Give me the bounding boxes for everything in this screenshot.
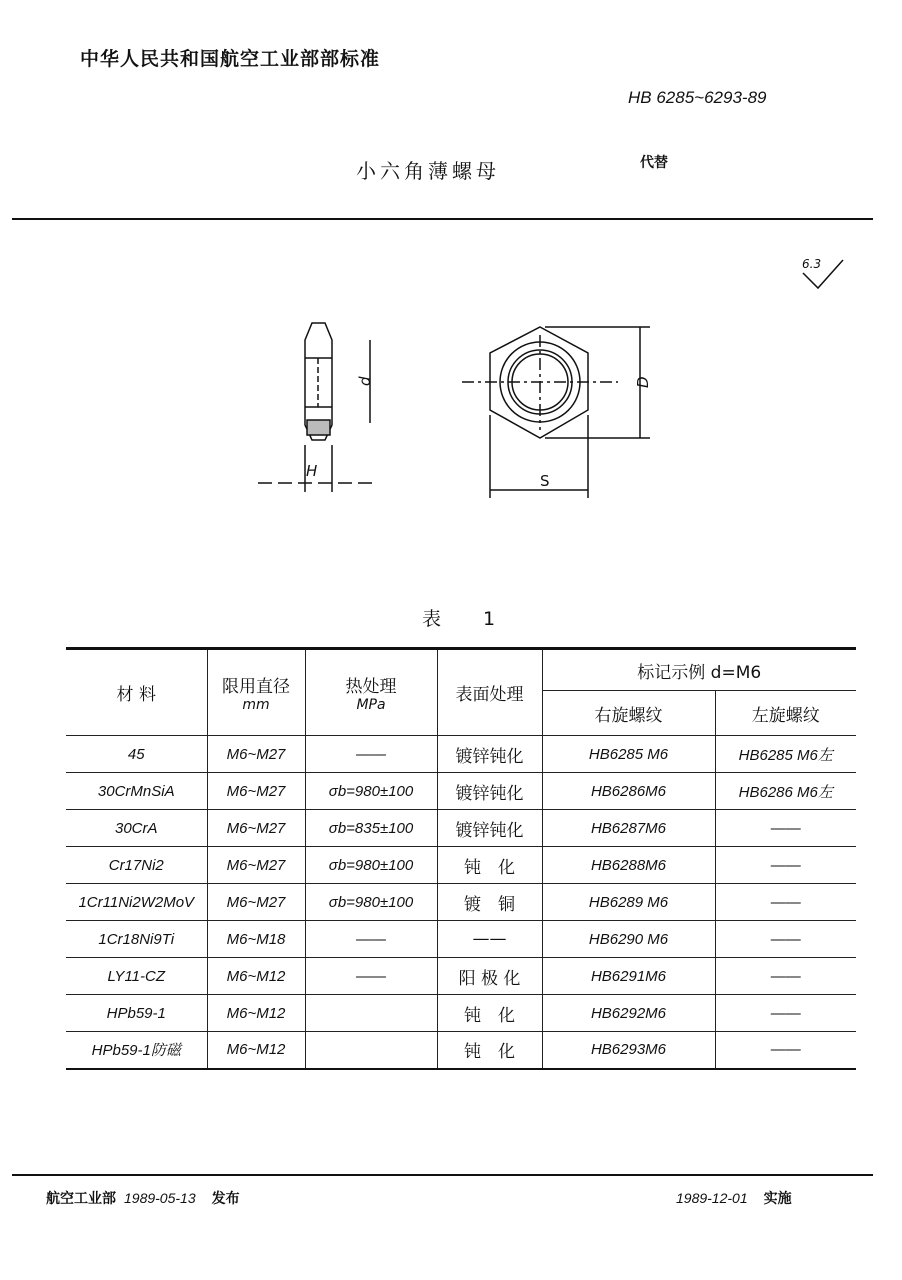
header-marking: 标记示例 d=M6 [542,649,856,691]
issue-date: 1989-05-13 [124,1190,196,1206]
table-cell: Cr17Ni2 [66,847,207,884]
table-cell: σb=980±100 [305,847,437,884]
header-heat-unit: MPa [356,697,386,713]
table-cell: HB6286 M6左 [715,773,856,810]
label-d: d [356,376,374,386]
table-cell: —— [715,884,856,921]
issuing-organization: 中华人民共和国航空工业部部标准 [80,48,381,70]
standard-code: HB 6285~6293-89 [628,88,767,107]
table-row [66,810,856,847]
table-cell: M6~M27 [207,884,305,921]
header-material: 材 料 [66,649,207,736]
table-row [66,847,856,884]
footer-issue [46,1188,240,1208]
table-row [66,1032,856,1069]
table-row [66,736,856,773]
header-surface: 表面处理 [437,649,542,736]
table-row [66,773,856,810]
header-heat-label: 热处理 [345,677,397,697]
table-cell: HB6293M6 [542,1032,715,1069]
table-cell: HPb59-1防磁 [66,1032,207,1069]
material-table [66,647,856,1070]
table-row [66,921,856,958]
table-cell: M6~M12 [207,1032,305,1069]
table-row [66,958,856,995]
table-cell: M6~M27 [207,736,305,773]
table-cell: —— [715,847,856,884]
header-right-thread: 右旋螺纹 [542,691,715,736]
table-cell: 30CrMnSiA [66,773,207,810]
footer-effective [668,1188,792,1208]
table-cell: M6~M27 [207,773,305,810]
table-row [66,995,856,1032]
table-cell: HPb59-1 [66,995,207,1032]
table-cell: M6~M27 [207,847,305,884]
table-cell: —— [715,1032,856,1069]
header-heat [305,649,437,736]
table-cell: HB6290 M6 [542,921,715,958]
table-cell: —— [305,958,437,995]
table-cell: HB6285 M6 [542,736,715,773]
roughness-symbol [802,257,843,288]
header-diameter-unit: mm [242,697,270,713]
table-cell: M6~M12 [207,958,305,995]
roughness-value: 6.3 [802,257,822,271]
table-cell: —— [715,958,856,995]
table-row [66,884,856,921]
header-diameter [207,649,305,736]
issuer: 航空工业部 [46,1191,116,1207]
table-cell: HB6291M6 [542,958,715,995]
table-cell: 钝 化 [437,1032,542,1069]
table-cell: 镀锌钝化 [437,773,542,810]
table-cell: HB6288M6 [542,847,715,884]
table-cell: 镀锌钝化 [437,810,542,847]
table-cell: 钝 化 [437,995,542,1032]
footer-divider [12,1174,873,1176]
label-H: H [306,462,318,480]
table-cell: 30CrA [66,810,207,847]
effective-label: 实施 [763,1191,792,1207]
table-cell: HB6287M6 [542,810,715,847]
table-cell: 45 [66,736,207,773]
table-cell [305,995,437,1032]
document-title: 小六角薄螺母 [356,159,500,183]
table-cell: 阳 极 化 [437,958,542,995]
table-cell: —— [715,810,856,847]
table-cell: σb=980±100 [305,884,437,921]
table-cell: —— [305,921,437,958]
table-cell: 镀锌钝化 [437,736,542,773]
header-divider [12,218,873,220]
table-cell: LY11-CZ [66,958,207,995]
table-cell: —— [715,921,856,958]
table-cell: —— [305,736,437,773]
table-cell: M6~M18 [207,921,305,958]
effective-date: 1989-12-01 [676,1190,748,1206]
table-cell: 1Cr18Ni9Ti [66,921,207,958]
table-cell: —— [715,995,856,1032]
hex-nut-drawing [0,240,902,510]
table-cell: —— [437,921,542,958]
table-cell: M6~M27 [207,810,305,847]
table-cell: 钝 化 [437,847,542,884]
label-D: D [634,376,652,388]
header-left-thread: 左旋螺纹 [715,691,856,736]
table-cell: HB6292M6 [542,995,715,1032]
table-cell: 1Cr11Ni2W2MoV [66,884,207,921]
table-cell: M6~M12 [207,995,305,1032]
table-cell [305,1032,437,1069]
table-cell: HB6285 M6左 [715,736,856,773]
table-cell: HB6286M6 [542,773,715,810]
table-cell: σb=980±100 [305,773,437,810]
label-S: S [540,472,550,490]
header-diameter-label: 限用直径 [222,677,290,697]
table-cell: HB6289 M6 [542,884,715,921]
table-caption: 表 1 [422,608,514,630]
issue-label: 发布 [211,1191,240,1207]
table-cell: σb=835±100 [305,810,437,847]
table-cell: 镀 铜 [437,884,542,921]
replaces-label: 代替 [640,155,668,171]
